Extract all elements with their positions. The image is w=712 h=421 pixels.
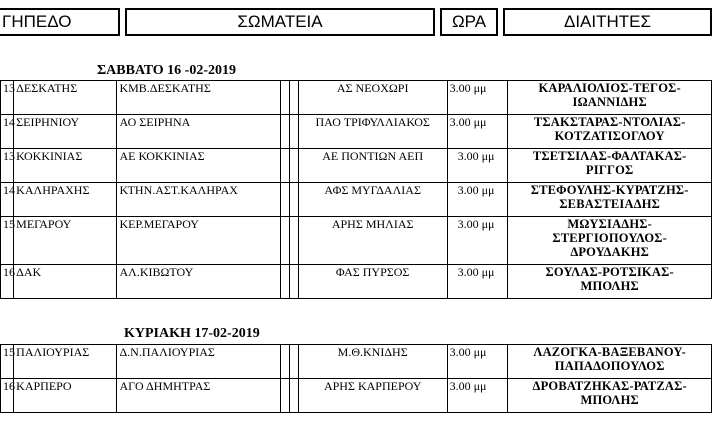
game-time: 3.00 μμ [447, 81, 508, 115]
game-row [1, 149, 712, 183]
home-team: ΚΜΒ.ΔΕΣΚΑΤΗΣ [117, 81, 280, 115]
referee-line: ΜΩΥΣΙΑΔΗΣ- [567, 217, 652, 231]
referee-line: ΤΣΑΚΣΤΑΡΑΣ-ΝΤΟΛΙΑΣ- [533, 115, 686, 129]
game-time: 3.00 μμ [447, 379, 508, 413]
game-venue: ΔΕΣΚΑΤΗΣ [14, 81, 117, 115]
away-team: Μ.Θ.ΚΝΙΔΗΣ [298, 345, 447, 379]
header-teams: ΣΩΜΑΤΕΙΑ [125, 8, 435, 36]
column-divider [280, 265, 289, 299]
away-team: ΑΡΗΣ ΜΗΛΙΑΣ [298, 217, 447, 265]
home-team: ΑΓΟ ΔΗΜΗΤΡΑΣ [117, 379, 280, 413]
referee-line: ΚΑΡΑΛΙΟΛΙΟΣ-ΤΕΓΟΣ- [538, 81, 681, 95]
game-number: 13 [1, 81, 14, 115]
column-divider [289, 149, 298, 183]
game-venue: ΚΑΡΠΕΡΟ [14, 379, 117, 413]
column-divider [280, 115, 289, 149]
game-row [1, 183, 712, 217]
header-time: ΩΡΑ [440, 8, 498, 36]
column-divider [280, 183, 289, 217]
game-venue: ΠΑΛΙΟΥΡΙΑΣ [14, 345, 117, 379]
game-venue: ΔΑΚ [14, 265, 117, 299]
column-divider [289, 217, 298, 265]
game-referees [508, 183, 712, 217]
away-team: ΦΑΣ ΠΥΡΣΟΣ [298, 265, 447, 299]
game-number: 15 [1, 345, 14, 379]
game-venue: ΚΟΚΚΙΝΙΑΣ [14, 149, 117, 183]
referee-line: ΠΑΠΑΔΟΠΟΥΛΟΣ [554, 359, 665, 373]
game-time: 3.00 μμ [447, 345, 508, 379]
away-team: ΑΣ ΝΕΟΧΩΡΙ [298, 81, 447, 115]
home-team: ΚΕΡ.ΜΕΓΑΡΟΥ [117, 217, 280, 265]
home-team: Δ.Ν.ΠΑΛΙΟΥΡΙΑΣ [117, 345, 280, 379]
game-referees [508, 345, 712, 379]
referee-line: ΔΡΟΒΑΤΖΗΚΑΣ-ΡΑΤΖΑΣ- [532, 379, 687, 393]
game-venue: ΚΑΛΗΡΑΧΗΣ [14, 183, 117, 217]
game-time: 3.00 μμ [447, 183, 508, 217]
referee-line: ΣΤΕΡΓΙΟΠΟΥΛΟΣ- [552, 231, 667, 245]
game-referees [508, 379, 712, 413]
game-referees [508, 149, 712, 183]
game-number: 14 [1, 115, 14, 149]
home-team: ΑΕ ΚΟΚΚΙΝΙΑΣ [117, 149, 280, 183]
game-time: 3.00 μμ [447, 217, 508, 265]
column-divider [280, 149, 289, 183]
game-venue: ΜΕΓΑΡΟΥ [14, 217, 117, 265]
column-divider [280, 345, 289, 379]
game-referees [508, 265, 712, 299]
game-referees [508, 115, 712, 149]
referee-line: ΤΣΕΤΣΙΛΑΣ-ΦΑΛΤΑΚΑΣ- [532, 149, 687, 163]
day-title-sunday: ΚΥΡΙΑΚΗ 17-02-2019 [124, 326, 260, 341]
column-divider [280, 379, 289, 413]
day-title-saturday: ΣΑΒΒΑΤΟ 16 -02-2019 [97, 63, 236, 78]
column-divider [289, 379, 298, 413]
game-venue: ΣΕΙΡΗΝΙΟΥ [14, 115, 117, 149]
game-row [1, 345, 712, 379]
referee-line: ΔΡΟΥΔΑΚΗΣ [570, 245, 650, 259]
header-venue: ΓΗΠΕΔΟ [0, 8, 120, 36]
game-time: 3.00 μμ [447, 149, 508, 183]
home-team: ΑΟ ΣΕΙΡΗΝΑ [117, 115, 280, 149]
game-number: 16 [1, 379, 14, 413]
away-team: ΑΦΣ ΜΥΓΔΑΛΙΑΣ [298, 183, 447, 217]
game-row [1, 217, 712, 265]
games-table-saturday [0, 80, 712, 299]
referee-line: ΜΠΟΛΗΣ [580, 279, 639, 293]
referee-line: ΜΠΟΛΗΣ [580, 393, 639, 407]
game-referees [508, 217, 712, 265]
referee-line: ΛΑΖΟΓΚΑ-ΒΑΞΕΒΑΝΟΥ- [533, 345, 686, 359]
column-divider [289, 81, 298, 115]
referee-line: ΣΤΕΦΟΥΛΗΣ-ΚΥΡΑΤΖΗΣ- [530, 183, 689, 197]
game-number: 13 [1, 149, 14, 183]
away-team: ΑΕ ΠΟΝΤΙΩΝ ΑΕΠ [298, 149, 447, 183]
game-time: 3.00 μμ [447, 115, 508, 149]
game-row [1, 115, 712, 149]
games-table-sunday [0, 344, 712, 413]
column-divider [289, 345, 298, 379]
column-divider [280, 81, 289, 115]
referee-line: ΡΙΓΓΟΣ [585, 163, 634, 177]
column-divider [289, 115, 298, 149]
game-number: 15 [1, 217, 14, 265]
game-number: 14 [1, 183, 14, 217]
away-team: ΑΡΗΣ ΚΑΡΠΕΡΟΥ [298, 379, 447, 413]
referee-line: ΙΩΑΝΝΙΔΗΣ [572, 95, 647, 109]
column-divider [289, 183, 298, 217]
home-team: ΚΤΗΝ.ΑΣΤ.ΚΑΛΗΡΑΧ [117, 183, 280, 217]
column-divider [280, 217, 289, 265]
game-row [1, 265, 712, 299]
column-divider [289, 265, 298, 299]
referee-line: ΣΟΥΛΑΣ-ΡΟΤΣΙΚΑΣ- [545, 265, 674, 279]
game-number: 16 [1, 265, 14, 299]
referee-line: ΣΕΒΑΣΤΕΙΑΔΗΣ [559, 197, 661, 211]
away-team: ΠΑΟ ΤΡΙΦΥΛΛΙΑΚΟΣ [298, 115, 447, 149]
game-row [1, 379, 712, 413]
home-team: ΑΛ.ΚΙΒΩΤΟΥ [117, 265, 280, 299]
game-referees [508, 81, 712, 115]
game-time: 3.00 μμ [447, 265, 508, 299]
header-referees: ΔΙΑΙΤΗΤΕΣ [503, 8, 712, 36]
game-row [1, 81, 712, 115]
referee-line: ΚΟΤΖΑΤΙΣΟΓΛΟΥ [554, 129, 665, 143]
